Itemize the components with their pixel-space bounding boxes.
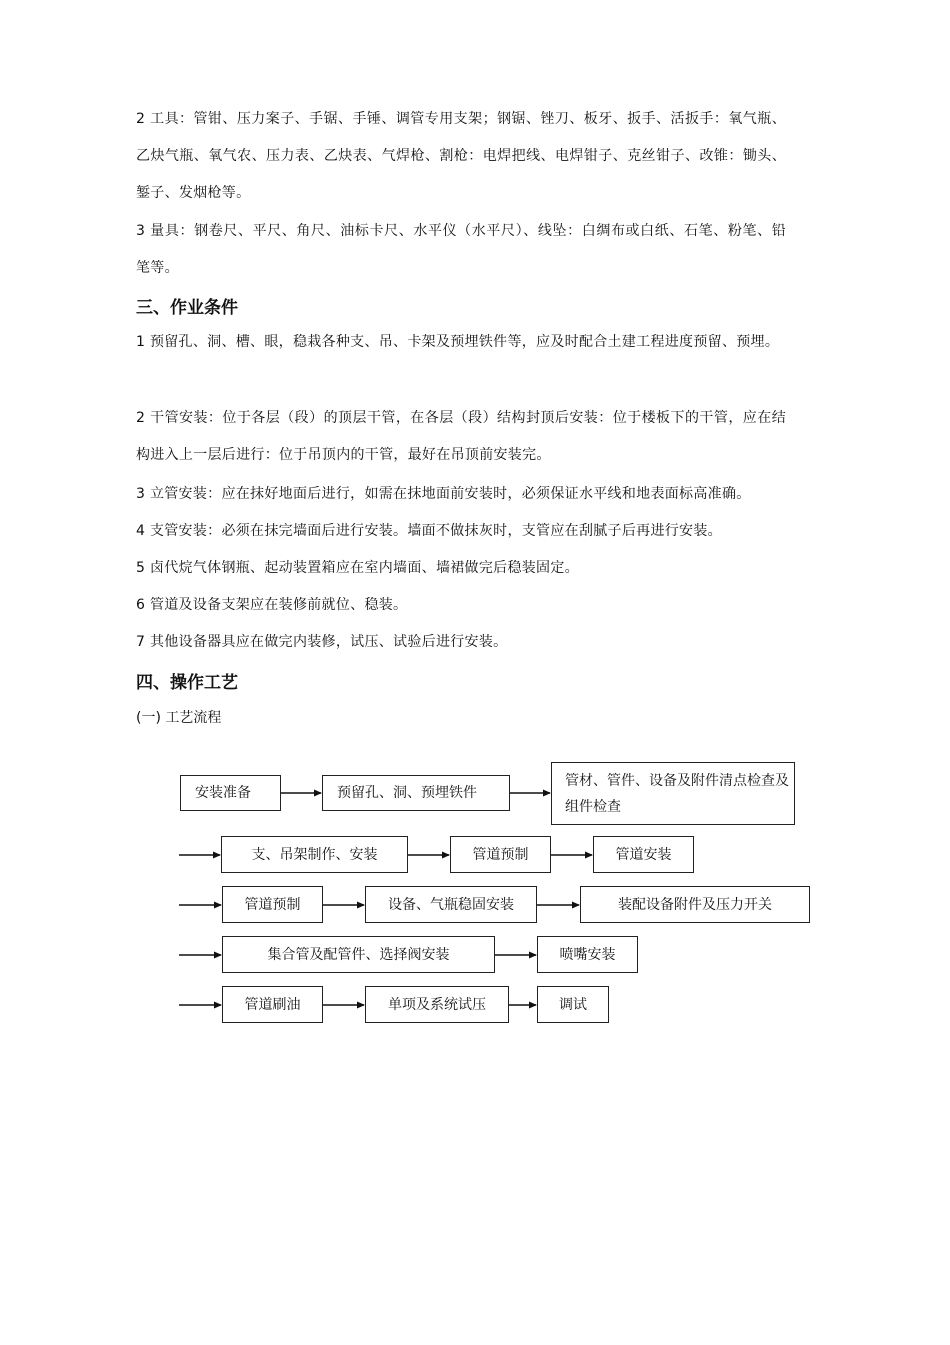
condition-item-5: 5 卤代烷气体钢瓶、起动装置箱应在室内墙面、墙裙做完后稳装固定。 xyxy=(136,560,579,576)
condition-item-3: 3 立管安装：应在抹好地面后进行，如需在抹地面前安装时，必须保证水平线和地表面标高准确。 xyxy=(136,486,751,502)
condition-item-7: 7 其他设备器具应在做完内装修，试压、试验后进行安装。 xyxy=(136,634,508,650)
flow-step-cylinder-mounting: 设备、气瓶稳固安装 xyxy=(365,886,537,923)
flow-step-pipe-prefabrication-2: 管道预制 xyxy=(222,886,323,923)
condition-item-6: 6 管道及设备支架应在装修前就位、稳装。 xyxy=(136,597,408,613)
subheading-process-flow: (一) 工艺流程 xyxy=(136,710,222,726)
flow-step-support-fabrication: 支、吊架制作、安装 xyxy=(221,836,408,873)
flow-step-commissioning: 调试 xyxy=(537,986,609,1023)
condition-item-2: 2 干管安装：位于各层（段）的顶层干管，在各层（段）结构封顶后安装：位于楼板下的干管，应在结构进入上一层后进行：位于吊顶内的干管，最好在吊顶前安装完。 xyxy=(136,410,786,463)
condition-item-1: 1 预留孔、洞、槽、眼，稳栽各种支、吊、卡架及预埋铁件等，应及时配合土建工程进度预留、预埋。 xyxy=(136,334,780,350)
section-heading-work-conditions: 三、作业条件 xyxy=(136,298,238,318)
flow-step-pipe-prefabrication: 管道预制 xyxy=(450,836,551,873)
condition-item-4: 4 支管安装：必须在抹完墙面后进行安装。墙面不做抹灰时，支管应在刮腻子后再进行安装。 xyxy=(136,523,722,539)
flow-step-material-check: 管材、管件、设备及附件清点检查及组件检查 xyxy=(551,762,795,825)
paragraph-tools: 2 工具：管钳、压力案子、手锯、手锤、调管专用支架；钢锯、锉刀、板牙、扳手、活扳手：氧气瓶、乙炔气瓶、氧气农、压力表、乙炔表、气焊枪、割枪：电焊把线、电焊钳子、克丝钳子、改锥：锄头、錾子、发烟枪等。 xyxy=(136,111,786,201)
flow-step-pipe-installation: 管道安装 xyxy=(593,836,694,873)
flow-step-preparation: 安装准备 xyxy=(180,775,281,811)
paragraph-measuring-tools: 3 量具：钢卷尺、平尺、角尺、油标卡尺、水平仪（水平尺）、线坠：白绸布或白纸、石笔、粉笔、铅笔等。 xyxy=(136,223,786,276)
flow-step-pipe-painting: 管道刷油 xyxy=(222,986,323,1023)
flow-step-manifold-installation: 集合管及配管件、选择阀安装 xyxy=(222,936,495,973)
flow-step-pressure-test: 单项及系统试压 xyxy=(365,986,509,1023)
section-heading-operation-process: 四、操作工艺 xyxy=(136,673,238,693)
flow-step-accessory-assembly: 装配设备附件及压力开关 xyxy=(580,886,810,923)
flow-step-nozzle-installation: 喷嘴安装 xyxy=(537,936,638,973)
flow-step-reserved-holes: 预留孔、洞、预埋铁件 xyxy=(322,775,510,811)
